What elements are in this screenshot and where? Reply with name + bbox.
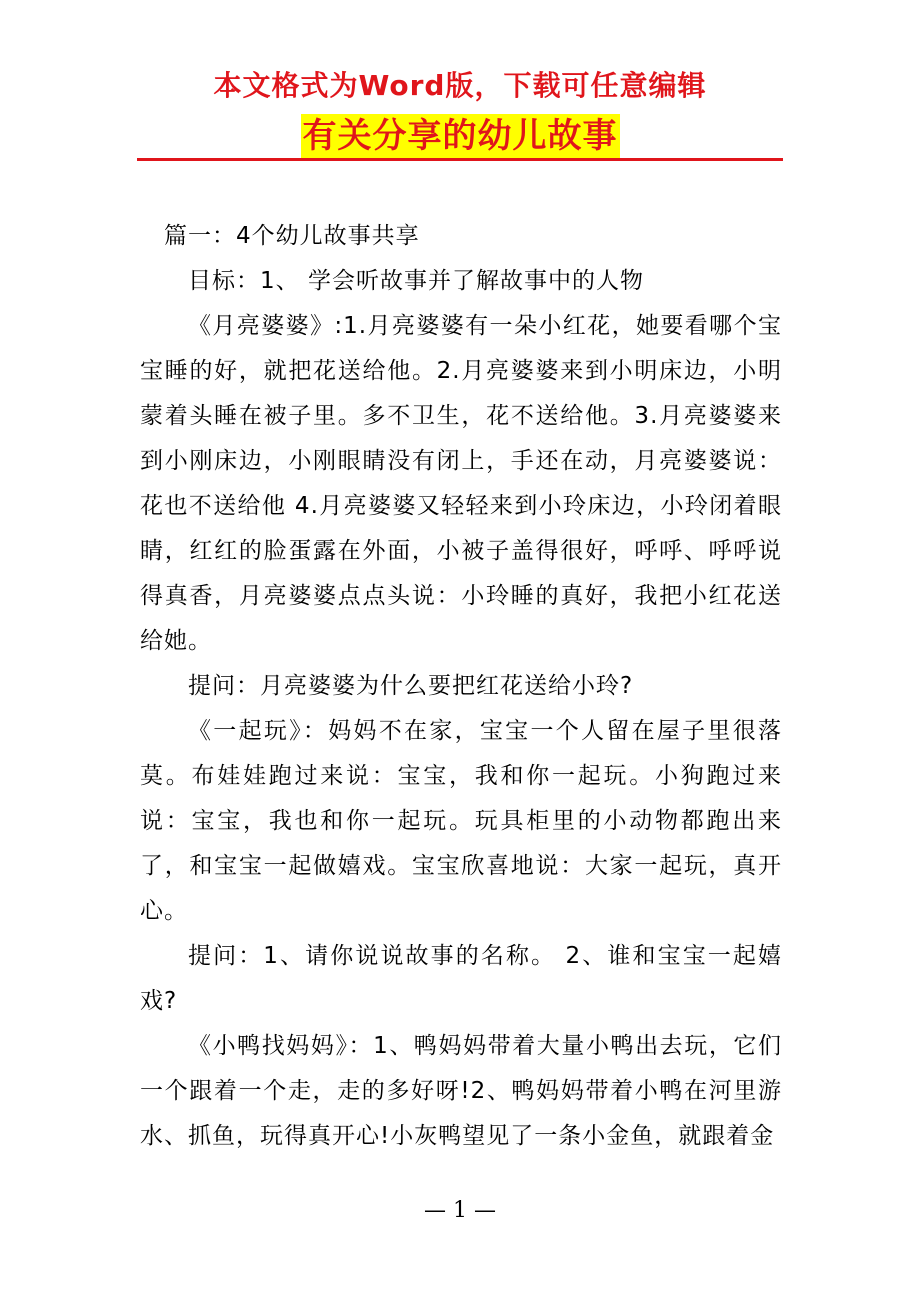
question-paragraph-1: 提问：月亮婆婆为什么要把红花送给小玲? [188, 673, 634, 699]
question-paragraph-2: 提问：1、请你说说故事的名称。 2、谁和宝宝一起嬉戏? [140, 943, 782, 1014]
page-number: — 1 — [424, 1198, 496, 1223]
title-underline-rule [137, 158, 783, 161]
format-banner: 本文格式为Word版，下载可任意编辑 [213, 69, 707, 102]
story-paragraph-play-together: 《一起玩》：妈妈不在家，宝宝一个人留在屋子里很落莫。布娃娃跑过来说：宝宝，我和你一起玩。小狗跑过来说：宝宝，我也和你一起玩。玩具柜里的小动物都跑出来了，和宝宝一起做嬉戏。宝宝欣喜地说：大家一起玩，真开心。 [140, 718, 782, 924]
section-heading: 篇一：4个幼儿故事共享 [164, 223, 420, 249]
goal-paragraph: 目标：1、 学会听故事并了解故事中的人物 [188, 268, 644, 294]
document-body [140, 214, 782, 1159]
document-title: 有关分享的幼儿故事 [302, 116, 618, 156]
story-paragraph-duckling: 《小鸭找妈妈》：1、鸭妈妈带着大量小鸭出去玩，它们一个跟着一个走，走的多好呀!2、鸭妈妈带着小鸭在河里游水、抓鱼，玩得真开心!小灰鸭望见了一条小金鱼，就跟着金 [140, 1033, 782, 1149]
story-paragraph-moon-grandma: 《月亮婆婆》:1.月亮婆婆有一朵小红花，她要看哪个宝宝睡的好，就把花送给他。2.月亮婆婆来到小明床边，小明蒙着头睡在被子里。多不卫生，花不送给他。3.月亮婆婆来到小刚床边，小刚眼睛没有闭上，手还在动，月亮婆婆说：花也不送给他 4.月亮婆婆又轻轻来到小玲床边，小玲闭着眼睛，红红的脸蛋露在外面，小被子盖得很好，呼呼、呼呼说得真香，月亮婆婆点点头说：小玲睡的真好，我把小红花送给她。 [140, 313, 782, 654]
title-container [0, 114, 920, 158]
